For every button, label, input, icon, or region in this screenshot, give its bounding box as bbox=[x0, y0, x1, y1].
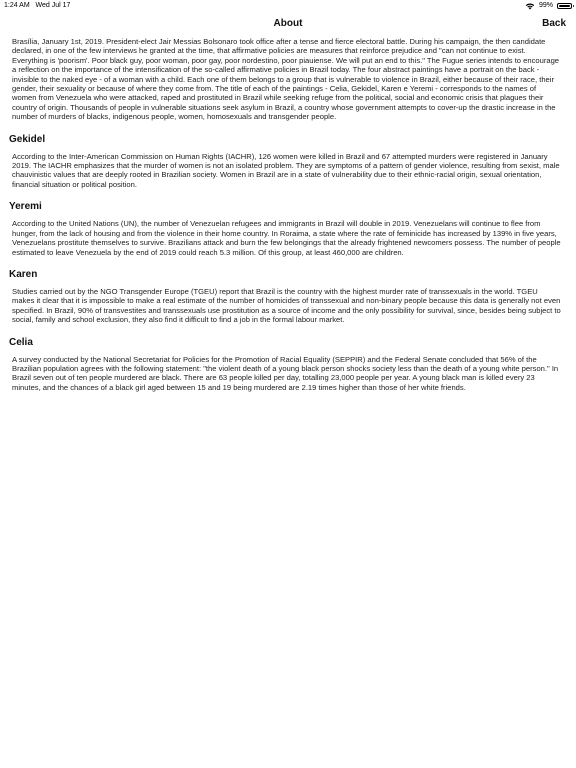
wifi-icon bbox=[525, 2, 535, 10]
battery-level-fill bbox=[559, 5, 570, 7]
about-content bbox=[9, 37, 562, 392]
section-yeremi bbox=[9, 201, 562, 257]
section-heading: Yeremi bbox=[9, 201, 42, 213]
status-time-date bbox=[4, 0, 70, 12]
section-gekidel bbox=[9, 133, 562, 190]
status-bar bbox=[0, 0, 576, 12]
page-title: About bbox=[273, 18, 303, 29]
section-body: According to the United Nations (UN), the number of Venezuelan refugees and immigrants in Brazil will double in 2019. Venezuelans will continue to flee from hunger, from the lack of housing and from the violence in their home country. In Roraima, a state where the rate of feminicide has increased by 139% in five years, Venezuelans prostitute themselves to survive. Brazilians attack and burn the few belongings that the already frightened newcomers possess. The number of people estimated to leave Venezuela by the end of 2019 could reach 5.3 million. Of this group, at least 460,000 are children. bbox=[12, 219, 561, 257]
section-heading: Celia bbox=[9, 336, 33, 348]
navigation-bar bbox=[0, 12, 576, 36]
battery-percent: 99% bbox=[538, 2, 553, 9]
status-indicators bbox=[525, 0, 572, 12]
section-body: A survey conducted by the National Secretariat for Policies for the Promotion of Racial Equality (SEPPIR) and the Federal Senate concluded that 56% of the Brazilian population agrees with the following statement: "the violent death of a young black person shocks society less than the death of a young white person." In Brazil seven out of ten people murdered are black. There are 63 people killed per day, totalling 23,000 people per year. A young black man is killed every 23 minutes, and the chances of a black girl aged between 15 and 19 being murdered are 2.19 times higher than those of her white friends. bbox=[12, 354, 559, 392]
battery-icon bbox=[557, 3, 572, 9]
status-time: 1:24 AM bbox=[4, 2, 30, 9]
section-heading: Karen bbox=[9, 268, 38, 280]
status-date: Wed Jul 17 bbox=[35, 2, 71, 9]
section-body: According to the Inter-American Commission on Human Rights (IACHR), 126 women were killed in Brazil and 67 attempted murders were registered in January 2019. The IACHR emphasizes that the murder of women is not an isolated problem. They are symptoms of a pattern of gender violence, resulting from sexist, male chauvinistic values that are deeply rooted in Brazilian society. Women in Brazil are in a state of vulnerability due to their ethnic-racial origin, sexual orientation, financial situation or political position. bbox=[12, 151, 560, 189]
back-button[interactable]: Back bbox=[542, 18, 566, 29]
intro-paragraph: Brasília, January 1st, 2019. President-elect Jair Messias Bolsonaro took office after a tense and fierce electoral battle. During his campaign, the then candidate declared, in one of the few interviews he granted at the time, that affirmative policies are measures that reinforce prejudice and "can not continue to exist. Everything is 'poorism'. Poor black guy, poor woman, poor gay, poor nordestino, poor piauiense. We will put an end to this." The Fugue series intends to encourage a reflection on the importance of the intensification of the so-called affirmative policies in Brazil today. The four abstract paintings have a portrait on the back - invisible to the naked eye - of a woman with a child. Each one of them belongs to a group that is vulnerable to violence in Brazil, either because of their race, their gender, their sexuality or because of where they come from. The title of each of the paintings - Celia, Gekidel, Karen e Yeremi - corresponds to the names of women from Venezuela who were attacked, raped and prostituted in Brazil while seeking refuge from the political, social and economic crisis that plagues their country of origin. Thousands of people in vulnerable situations seek asylum in Brazil, a country whose government attempts to cover-up the drastic increase in the number of murders of blacks, indigenous people, women, homosexuals and transgender people. bbox=[12, 37, 560, 122]
section-body: Studies carried out by the NGO Transgender Europe (TGEU) report that Brazil is the country with the highest murder rate of transsexuals in the world. TGEU makes it clear that it is impossible to make a real estimate of the number of homicides of transsexual and non-binary people because this data is generally not even specified. In Brazil, 90% of transvestites and transsexuals use prostitution as a source of income and the only possibility for survival, since, besides being subject to social, family and school exclusion, they also find it difficult to find a job in the formal labour market. bbox=[12, 286, 561, 325]
section-celia bbox=[9, 336, 562, 393]
section-karen bbox=[9, 268, 562, 325]
section-heading: Gekidel bbox=[9, 133, 46, 145]
